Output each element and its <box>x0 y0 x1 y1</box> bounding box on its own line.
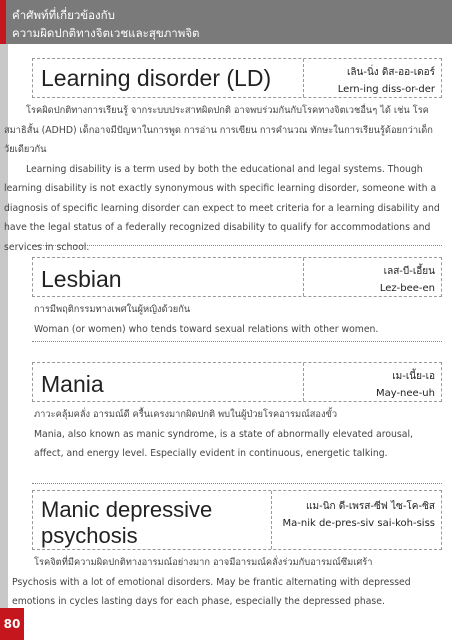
term-box <box>32 257 442 297</box>
pronunciation-english: Lez-bee-en <box>379 283 435 294</box>
definition-thai: การมีพฤติกรรมทางเพศในผู้หญิงด้วยกัน <box>34 304 191 315</box>
pronunciation <box>338 65 435 95</box>
pronunciation-thai: แม-นิก ดี-เพรส-ซีฟ ไซ-โค-ซิส <box>306 501 435 512</box>
pronunciation-english: May-nee-uh <box>375 388 435 399</box>
pronunciation <box>283 499 436 529</box>
term-title: Learning disorder (LD) <box>41 65 272 91</box>
pronunciation-thai: เม-เนี้ย-เอ <box>392 371 435 382</box>
definition-thai: ภาวะคลุ้มคลั่ง อารมณ์ดี ครื้นเครงมากผิดปกติ พบในผู้ป่วยโรคอารมณ์สองขั้ว <box>34 409 338 420</box>
term-box <box>32 58 442 98</box>
header-line-1: คำศัพท์ที่เกี่ยวข้องกับ <box>12 8 115 22</box>
term-divider <box>303 258 304 296</box>
term-divider <box>271 491 272 549</box>
pronunciation-english: Ma-nik de-pres-siv sai-koh-siss <box>282 518 435 529</box>
definition-english: Learning disability is a term used by both the educational and legal systems. Though learning disability is not exactly synonymous with specific learning disorder, someone with a diagnosis of specific learning disorder can expect to meet criteria for a learning disability and have the legal status of a federally recognized disability to qualify for accommodations and services in school. <box>4 163 440 253</box>
page-number: 80 <box>0 608 24 640</box>
entry-learning-disorder <box>4 58 442 253</box>
term-title: Lesbian <box>41 266 122 292</box>
entry-mania <box>32 362 442 484</box>
term-title: Mania <box>41 371 104 397</box>
definition-english: Mania, also known as manic syndrome, is a state of abnormally elevated arousal, affect, and energy level. Especially evident in continuous, energetic talking. <box>34 428 413 459</box>
pronunciation-english: Lern-ing diss-or-der <box>337 84 435 95</box>
header-line-2: ความผิดปกติทางจิตเวชและสุขภาพจิต <box>12 26 200 40</box>
pronunciation <box>380 264 435 294</box>
term-divider <box>303 363 304 401</box>
term-divider <box>303 59 304 97</box>
term-box <box>32 490 442 550</box>
side-bar <box>0 0 8 640</box>
pronunciation <box>376 369 435 399</box>
definition-english: Psychosis with a lot of emotional disorders. May be frantic alternating with depressed emotions in cycles lasting days for each phase, especially the depressed phase. <box>12 576 411 607</box>
pronunciation-thai: เลส-บี-เอี้ยน <box>383 266 435 277</box>
definition-english: Woman (or women) who tends toward sexual relations with other women. <box>34 323 379 335</box>
page-header <box>0 0 452 44</box>
pronunciation-thai: เลิน-นิ่ง ดิส-ออ-เดอร์ <box>346 67 435 78</box>
term-box <box>32 362 442 402</box>
definition-thai: โรคจิตที่มีความผิดปกติทางอารมณ์อย่างมาก อาจมีอารมณ์คลั่งร่วมกับอารมณ์ซึมเศร้า <box>34 557 373 568</box>
definition-block <box>32 297 442 342</box>
entry-lesbian <box>32 257 442 342</box>
term-title: Manic depressive psychosis <box>41 497 213 548</box>
definition-block <box>32 402 442 484</box>
definition-thai: โรคผิดปกติทางการเรียนรู้ จากระบบประสาทผิดปกติ อาจพบร่วมกันกับโรคทางจิตเวชอื่นๆ ได้ เช่น โรคสมาธิสั้น (ADHD) เด็กอาจมีปัญหาในการพูด การอ่าน การเขียน การคำนวณ ทักษะในการเรียนรู้ด้อยกว่าเด็กวัยเดียวกัน <box>4 105 433 155</box>
definition-block <box>4 98 442 253</box>
